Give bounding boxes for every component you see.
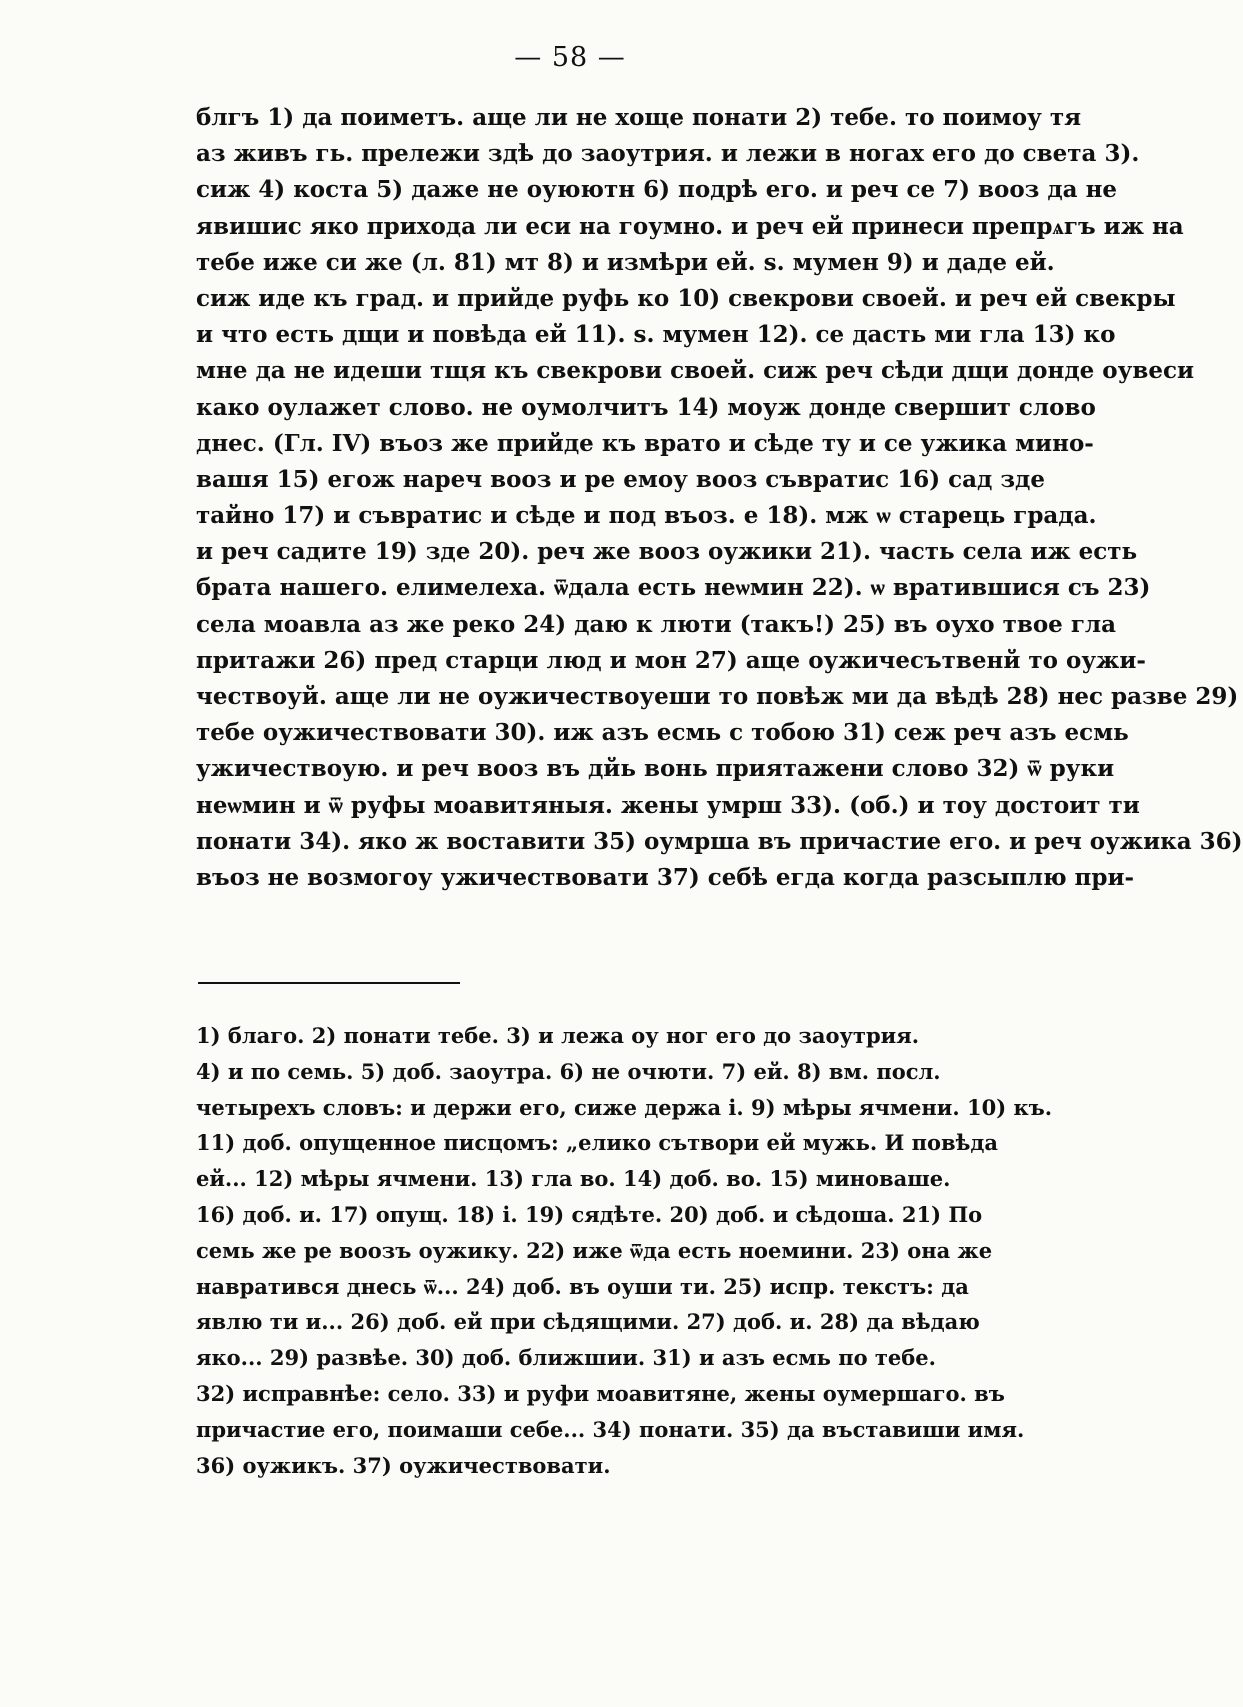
footnote-line: 1) благо. 2) понати тебе. 3) и лежа оу ног его до заоутрия. xyxy=(196,1023,920,1048)
footnote-line: 4) и по семь. 5) доб. заоутра. 6) не очюти. 7) ей. 8) вм. посл. xyxy=(196,1058,941,1084)
text-line: ужичествоую. и реч вооз въ дйь вонь приятажени слово 32) ѿ руки xyxy=(196,755,1115,783)
text-line: мне да не идеши тщя къ свекрови своей. сиж реч сѣди дщи донде оувеси xyxy=(196,357,1195,385)
footnote-line: 16) доб. и. 17) опущ. 18) і. 19) сядѣте. 20) доб. и сѣдоша. 21) По xyxy=(196,1201,983,1227)
text-line: понати 34). яко ж воставити 35) оумрша въ причастие его. и реч оужика 36) xyxy=(196,827,1243,855)
footnote-line: 32) исправнѣе: село. 33) и руфи моавитяне, жены оумершаго. въ xyxy=(196,1380,1005,1406)
text-line: блгъ 1) да поиметъ. аще ли не хоще понати 2) тебе. то поимоу тя xyxy=(196,104,1082,131)
text-line: тебе оужичествовати 30). иж азъ есмь с тобою 31) сеж реч азъ есмь xyxy=(196,719,1129,747)
text-line: вашя 15) егож нареч вооз и ре емоу вооз съвратис 16) сад зде xyxy=(196,465,1045,493)
text-line: и что есть дщи и повѣда ей 11). s. мумен 12). се дасть ми гла 13) ко xyxy=(196,321,1116,349)
text-line: днес. (Гл. IV) въоз же прийде къ врато и сѣде ту и се ужика мино- xyxy=(196,429,1094,457)
text-line: чествоуй. аще ли не оужичествоуеши то повѣж ми да вѣдѣ 28) нес разве 29) xyxy=(196,683,1239,710)
text-line: и реч садите 19) зде 20). реч же вооз оужики 21). часть села иж есть xyxy=(196,538,1138,566)
footnote-line: яко... 29) развѣе. 30) доб. ближшии. 31) и азъ есмь по тебе. xyxy=(196,1345,936,1371)
text-line: села моавла аз же реко 24) даю к люти (такъ!) 25) въ оухо твое гла xyxy=(196,610,1117,638)
main-text xyxy=(196,100,1243,896)
text-line: сиж 4) коста 5) даже не оуюютн 6) подрѣ его. и реч се 7) вооз да не xyxy=(196,176,1118,204)
footnote-line: причастие его, поимаши себе... 34) понати. 35) да въставиши имя. xyxy=(196,1416,1025,1442)
text-line: явишис яко прихода ли еси на гоумно. и реч ей принеси препрѧгъ иж на xyxy=(196,212,1184,240)
footnotes xyxy=(196,1018,1098,1483)
text-line: аз живъ гь. прележи здѣ до заоутрия. и лежи в ногах его до света 3). xyxy=(196,140,1140,168)
footnote-line: навратився днесь ѿ... 24) доб. въ оуши ти. 25) испр. текстъ: да xyxy=(196,1273,969,1299)
page-number: — 58 — xyxy=(514,42,626,73)
footnote-line: четырехъ словъ: и держи его, сиже держа і. 9) мѣры ячмени. 10) къ. xyxy=(196,1094,1053,1120)
footnote-line: явлю ти и... 26) доб. ей при сѣдящими. 27) доб. и. 28) да вѣдаю xyxy=(196,1309,980,1335)
footnote-line: ей... 12) мѣры ячмени. 13) гла во. 14) доб. во. 15) миноваше. xyxy=(196,1166,951,1192)
text-line: брата нашего. елимелеха. ѿдала есть неѡмин 22). ѡ вратившися съ 23) xyxy=(196,574,1151,602)
footnote-line: семь же ре воозъ оужику. 22) иже ѿда есть ноемини. 23) она же xyxy=(196,1237,993,1263)
footnote-line: 36) оужикъ. 37) оужичествовати. xyxy=(196,1452,611,1478)
text-line: сиж иде къ град. и прийде руфь ко 10) свекрови своей. и реч ей свекры xyxy=(196,284,1176,312)
text-line: тайно 17) и съвратис и сѣде и под въоз. е 18). мж ѡ старець града. xyxy=(196,502,1097,530)
text-line: неѡмин и ѿ руфы моавитяныя. жены умрш 33). (об.) и тоу достоит ти xyxy=(196,791,1140,819)
text-line: тебе иже си же (л. 81) мт 8) и измѣри ей. s. мумен 9) и даде ей. xyxy=(196,248,1055,276)
text-line: въоз не возмогоу ужичествовати 37) себѣ егда когда разсыплю при- xyxy=(196,863,1135,891)
text-line: притажи 26) пред старци люд и мон 27) аще оужичесътвенй то оужи- xyxy=(196,646,1146,674)
footnote-line: 11) доб. опущенное писцомъ: „елико сътвори ей мужь. И повѣда xyxy=(196,1130,998,1156)
footnote-divider xyxy=(198,982,460,984)
text-line: како оулажет слово. не оумолчитъ 14) моуж донде свершит слово xyxy=(196,393,1096,421)
